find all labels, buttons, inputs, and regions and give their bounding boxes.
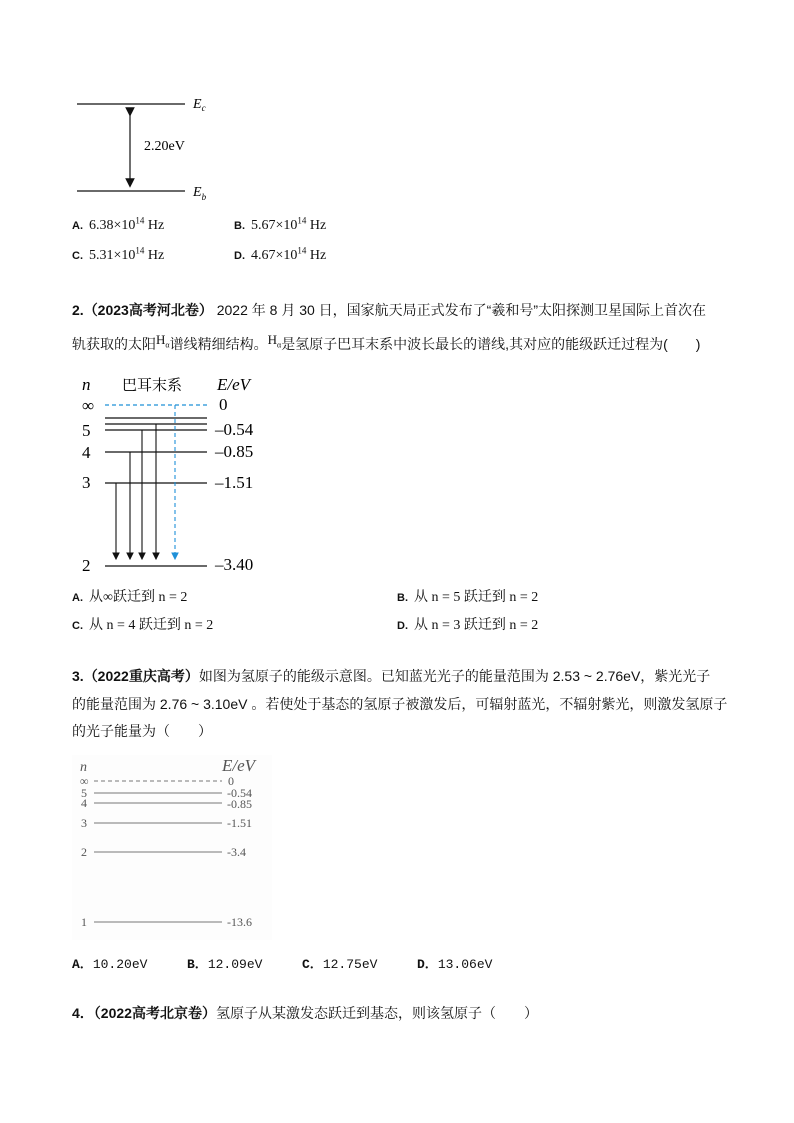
q1-option-d[interactable]: D. $4.67\times 10^{14}$ Hz [234,245,327,263]
n-label: 1 [81,915,87,929]
n-label: ∞ [82,396,95,415]
n-label: 4 [81,796,87,810]
series-label: 巴耳末系 [122,378,183,394]
energy-label: –0.54 [215,420,254,439]
energy-label: –3.40 [215,555,254,574]
n-label: 4 [82,443,91,462]
hydrogen-level-diagram [72,755,272,940]
q3-option-d[interactable]: D．13.06eV [417,957,493,972]
n-axis-label: n [80,760,87,775]
energy-label: -0.85 [227,797,252,811]
n-label: 2 [82,556,91,575]
q2-stem-line2: 轨获取的太阳$H_\alpha$谱线精细结构。$H_\alpha$是氢原子巴耳末系中波长最长的谱线,其对应的能级跃迁过程为( ) [72,332,701,352]
q3-stem-line1: 3.（2022重庆高考）如图为氢原子的能级示意图。已知蓝光光子的能量范围为 2.53 ~ 2.76eV，紫光光子 [72,668,711,684]
upper-level-label: $E_c$ [193,97,206,113]
energy-axis-label: E/eV [222,756,256,775]
energy-label: 0 [228,774,234,788]
n-label: 2 [81,845,87,859]
energy-axis-label: E/eV [217,375,251,394]
n-axis-label: n [82,375,91,394]
q1-option-c[interactable]: C. $5.31\times 10^{14}$ Hz [72,245,165,263]
q3-stem-line3: 的光子能量为（ ） [72,723,212,739]
q2-stem-line1: 2.（2023高考河北卷） 2022 年 8 月 30 日，国家航天局正式发布了“羲和号”太阳探测卫星国际上首次在 [72,302,707,318]
n-label: 3 [82,473,91,492]
energy-label: -0.54 [227,786,252,800]
q3-option-b[interactable]: B．12.09eV [187,957,263,972]
gap-value: 2.20eV [144,139,185,154]
n-label: ∞ [80,774,89,788]
energy-label: -13.6 [227,915,252,929]
energy-label: -3.4 [227,845,246,859]
q2-option-a[interactable]: A. 从∞跃迁到 n = 2 [72,590,188,605]
energy-label: –1.51 [215,473,254,492]
q1-option-a[interactable]: A. $6.38\times 10^{14}$ Hz [72,215,165,233]
q2-option-c[interactable]: C. 从 n = 4 跃迁到 n = 2 [72,618,214,633]
n-label: 5 [82,421,91,440]
q4-stem: 4．（2022高考北京卷）氢原子从某激发态跃迁到基态，则该氢原子（ ） [72,1005,538,1021]
balmer-series-diagram [72,370,272,580]
n-label: 3 [81,816,87,830]
energy-label: –0.85 [215,442,254,461]
lower-level-label: $E_b$ [193,185,207,202]
q1-option-b[interactable]: B. $5.67\times 10^{14}$ Hz [234,215,327,233]
q2-option-b[interactable]: B. 从 n = 5 跃迁到 n = 2 [397,590,539,605]
q3-stem-line2: 的能量范围为 2.76 ~ 3.10eV 。若使处于基态的氢原子被激发后，可辐射蓝光，不辐射紫光，则激发氢原子 [72,696,728,712]
q3-option-a[interactable]: A．10.20eV [72,957,148,972]
energy-gap-diagram [60,90,230,210]
energy-label: 0 [219,395,228,414]
n-label: 5 [81,786,87,800]
q2-option-d[interactable]: D. 从 n = 3 跃迁到 n = 2 [397,618,539,633]
q3-option-c[interactable]: C．12.75eV [302,957,378,972]
energy-label: -1.51 [227,816,252,830]
